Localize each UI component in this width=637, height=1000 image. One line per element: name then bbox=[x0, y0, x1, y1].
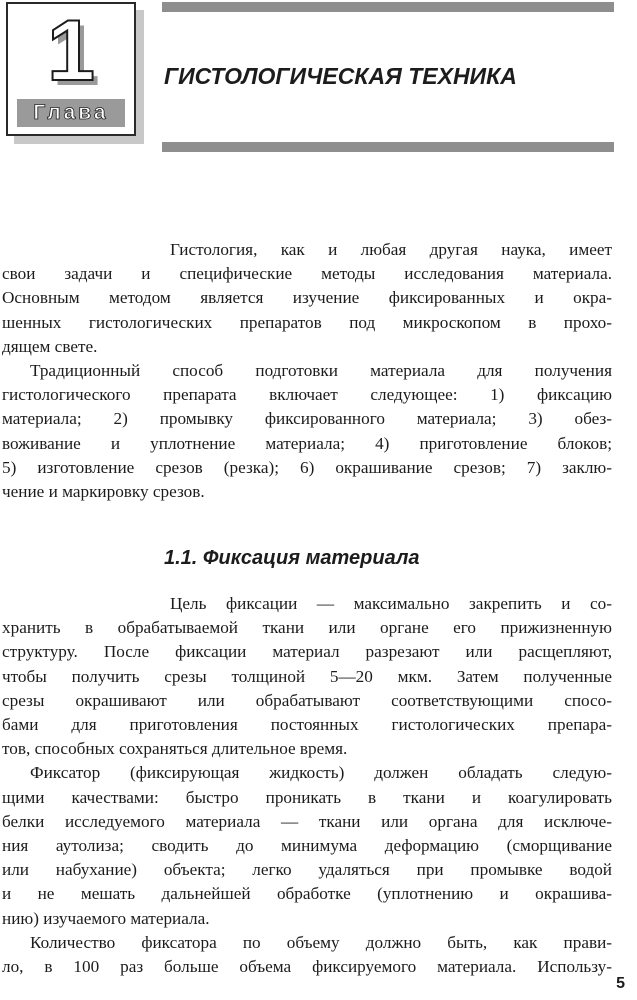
chapter-label: Глава bbox=[17, 99, 125, 127]
paragraph bbox=[2, 359, 612, 504]
section-text bbox=[2, 592, 612, 979]
text-line: или набухание) объекта; легко удаляться при промывке водой bbox=[2, 860, 612, 880]
text-line: гистологического препарата включает следующее: 1) фиксацию bbox=[2, 385, 612, 405]
text-line: дящем свете. bbox=[2, 336, 98, 356]
text-line: чение и маркировку срезов. bbox=[2, 482, 205, 502]
text-line: Цель фиксации — максимально закрепить и со- bbox=[170, 594, 612, 613]
text-line: воживание и уплотнение материала; 4) приготовление блоков; bbox=[2, 433, 612, 453]
chapter-badge bbox=[6, 2, 136, 136]
paragraph bbox=[2, 761, 612, 930]
text-line: нию) изучаемого материала. bbox=[2, 908, 210, 928]
text-line: ло, в 100 раз больше объема фиксируемого материала. Использу- bbox=[2, 957, 612, 977]
header-rule-top bbox=[162, 2, 614, 12]
chapter-title: ГИСТОЛОГИЧЕСКАЯ ТЕХНИКА bbox=[164, 63, 517, 89]
text-line: белки исследуемого материала — ткани или органа для исключе- bbox=[2, 811, 612, 831]
section-heading: 1.1. Фиксация материала bbox=[164, 547, 420, 569]
text-line: ния аутолиза; сводить до минимума деформацию (сморщивание bbox=[2, 836, 612, 856]
page-number: 5 bbox=[616, 975, 625, 992]
paragraph bbox=[2, 238, 612, 359]
text-line: Традиционный способ подготовки материала для получения bbox=[30, 361, 612, 381]
text-line: Основным методом является изучение фиксированных и окра- bbox=[2, 288, 612, 308]
text-line: Фиксатор (фиксирующая жидкость) должен обладать следую- bbox=[30, 763, 612, 783]
text-line: структуру. После фиксации материал разрезают или расщепляют, bbox=[2, 642, 612, 662]
text-line: бами для приготовления постоянных гистологических препара- bbox=[2, 715, 612, 735]
text-line: тов, способных сохраняться длительное время. bbox=[2, 739, 348, 759]
text-line: материала; 2) промывку фиксированного материала; 3) обез- bbox=[2, 409, 612, 429]
intro-text bbox=[2, 238, 612, 504]
header-rule-bottom bbox=[162, 142, 614, 152]
paragraph bbox=[2, 592, 612, 761]
paragraph bbox=[2, 931, 612, 979]
text-line: Гистология, как и любая другая наука, имеет bbox=[170, 240, 612, 259]
text-line: Количество фиксатора по объему должно быть, как прави- bbox=[30, 932, 612, 952]
text-line: свои задачи и специфические методы исследования материала. bbox=[2, 264, 612, 284]
text-line: и не мешать дальнейшей обработке (уплотнению и окрашива- bbox=[2, 884, 612, 904]
text-line: щими качествами: быстро проникать в ткани и коагулировать bbox=[2, 787, 612, 807]
text-line: срезы окрашивают или обрабатывают соответствующими спосо- bbox=[2, 690, 612, 710]
chapter-number: 1 bbox=[47, 3, 95, 99]
text-line: чтобы получить срезы толщиной 5—20 мкм. Затем полученные bbox=[2, 666, 612, 686]
text-line: хранить в обрабатываемой ткани или органе его прижизненную bbox=[2, 618, 612, 638]
text-line: 5) изготовление срезов (резка); 6) окрашивание срезов; 7) заклю- bbox=[2, 457, 612, 477]
text-line: шенных гистологических препаратов под микроскопом в прохо- bbox=[2, 312, 612, 332]
